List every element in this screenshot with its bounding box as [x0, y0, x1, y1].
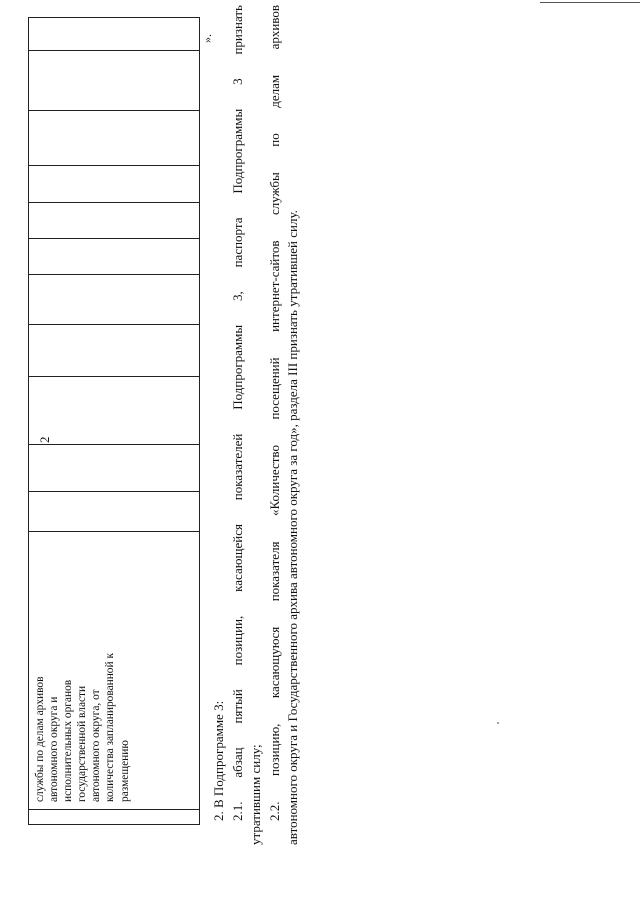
amendment-text [210, 5, 303, 845]
indicator-table-row [28, 17, 200, 825]
paragraph-2-1-line-2: утратившим силу; [248, 744, 263, 845]
closing-quote: ». [200, 34, 214, 43]
table-cell-empty [29, 376, 199, 444]
page-number: 2 [37, 436, 52, 443]
table-cell-empty [29, 324, 199, 376]
paragraph-2-2-line-1: 2.2. позицию, касающуюся показателя «Количество посещений интернет-сайтов службы по делам архивов [266, 5, 282, 821]
table-cell-empty [29, 444, 199, 491]
paragraph-2-1-line-1: 2.1. абзац пятый позиции, касающейся показателей Подпрограммы 3, паспорта Подпрограммы 3 признать [229, 5, 245, 821]
table-cell-empty [29, 809, 199, 824]
table-cell-indicator-name: службы по делам архивов автономного округа и исполнительных органов государственной власти автономного округа, от количества запланированной к размещению [29, 531, 199, 809]
table-cell-empty [29, 110, 199, 165]
paragraph-2-2-line-2: автономного округа и Государственного архива автономного округа за год», раздела III признать утратившей силу. [285, 210, 300, 845]
table-cell-empty [29, 18, 199, 50]
section-heading: 2. В Подпрограмме 3: [211, 700, 226, 821]
table-cell-empty [29, 50, 199, 110]
table-cell-empty [29, 491, 199, 531]
table-cell-empty [29, 202, 199, 238]
table-cell-empty [29, 274, 199, 324]
table-cell-empty [29, 238, 199, 274]
table-cell-empty [29, 165, 199, 202]
